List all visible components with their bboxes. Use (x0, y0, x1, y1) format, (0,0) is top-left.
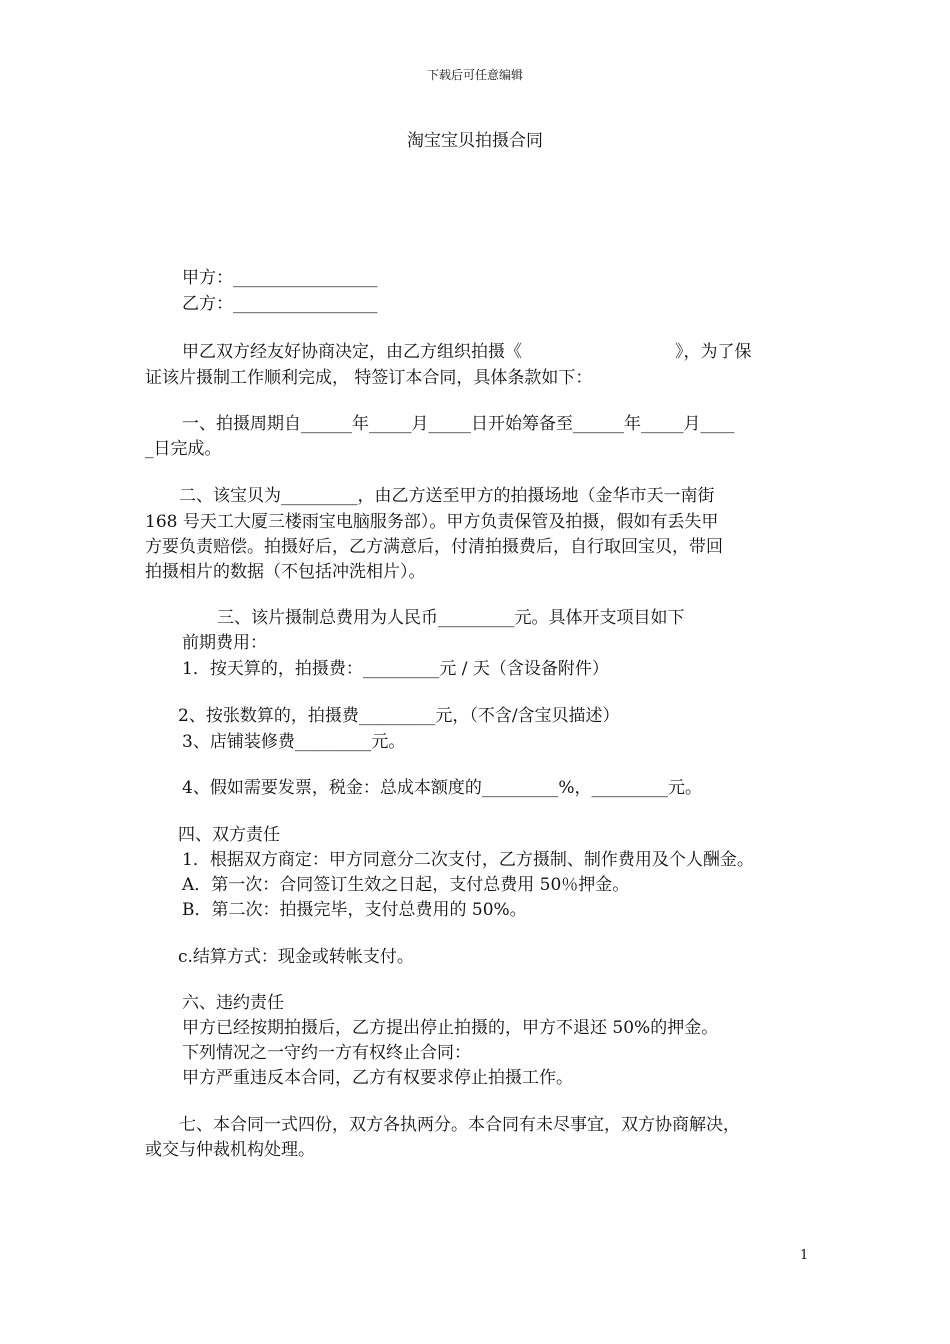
clause-6-heading: 六、违约责任 (182, 993, 284, 1013)
intro-line-1: 甲乙双方经友好协商决定，由乙方组织拍摄《 》，为了保 (182, 342, 752, 362)
clause-2-line-1: 二、该宝贝为_________，由乙方送至甲方的拍摄场地（金华市天一南街 (179, 486, 715, 506)
clause-4-item-b: B．第二次：拍摄完毕，支付总费用的 50%。 (182, 900, 527, 920)
clause-3-line-2: 前期费用： (182, 633, 267, 653)
intro-line-2: 证该片摄制工作顺利完成， 特签订本合同，具体条款如下： (145, 368, 593, 388)
clause-4-heading: 四、双方责任 (178, 825, 280, 845)
clause-4-item-a: A．第一次：合同签订生效之日起，支付总费用 50％押金。 (182, 875, 630, 895)
party-b-line: 乙方：_________________ (182, 294, 378, 314)
clause-1-line-2: _日完成。 (145, 439, 222, 459)
clause-4-item-1: 1．根据双方商定：甲方同意分二次支付，乙方摄制、制作费用及个人酬金。 (182, 850, 754, 870)
fee-item-4: 4、假如需要发票，税金：总成本额度的_________%，_________元。 (182, 778, 702, 798)
party-a-line: 甲方：_________________ (182, 268, 378, 288)
header-note: 下载后可任意编辑 (426, 68, 523, 82)
page-number: 1 (800, 1248, 809, 1263)
fee-item-1: 1．按天算的，拍摄费：_________元 / 天（含设备附件） (182, 659, 609, 679)
clause-6-line-1: 甲方已经按期拍摄后，乙方提出停止拍摄的，甲方不退还 50%的押金。 (182, 1018, 719, 1038)
clause-7-line-1: 七、本合同一式四份，双方各执两分。本合同有未尽事宜，双方协商解决， (179, 1115, 740, 1135)
clause-1-line-1: 一、拍摄周期自______年_____月_____日开始筹备至______年_____月____ (182, 414, 735, 434)
clause-7-line-2: 或交与仲裁机构处理。 (145, 1140, 315, 1160)
clause-6-line-3: 甲方严重违反本合同，乙方有权要求停止拍摄工作。 (182, 1068, 573, 1088)
settlement-method: c.结算方式：现金或转帐支付。 (178, 947, 414, 967)
clause-2-line-2: 168 号天工大厦三楼雨宝电脑服务部）。甲方负责保管及拍摄，假如有丢失甲 (145, 512, 719, 532)
clause-2-line-3: 方要负责赔偿。拍摄好后，乙方满意后，付清拍摄费后，自行取回宝贝，带回 (145, 537, 723, 557)
fee-item-2: 2、按张数算的，拍摄费_________元，（不含/含宝贝描述） (178, 706, 620, 726)
clause-6-line-2: 下列情况之一守约一方有权终止合同： (182, 1043, 471, 1063)
clause-2-line-4: 拍摄相片的数据（不包括冲洗相片）。 (145, 562, 426, 582)
clause-3-line-1: 三、该片摄制总费用为人民币_________元。具体开支项目如下 (217, 608, 685, 628)
document-title: 淘宝宝贝拍摄合同 (407, 131, 543, 151)
fee-item-3: 3、店铺装修费_________元。 (182, 732, 406, 752)
